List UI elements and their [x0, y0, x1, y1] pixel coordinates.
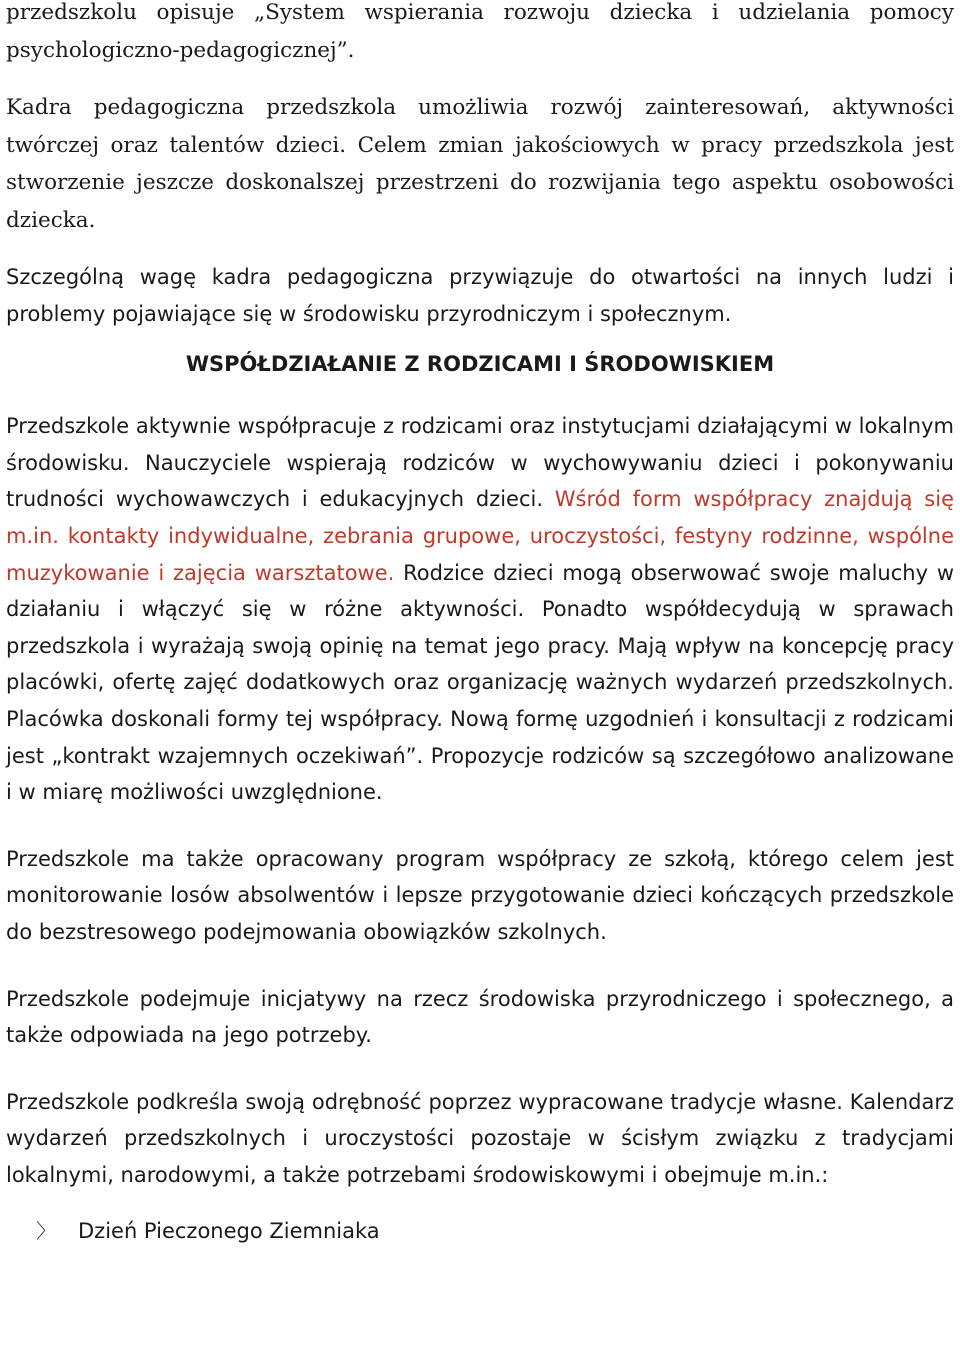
paragraph-teaching-staff: Kadra pedagogiczna przedszkola umożliwia rozwój zainteresowań, aktywności twórczej oraz talentów dzieci. Celem zmian jakościowych w pracy przedszkola jest stworzenie jeszcze doskonalszej przestrzeni do rozwijania tego aspektu osobowości dziecka.: [6, 95, 954, 233]
paragraph-parent-cooperation: [6, 408, 954, 811]
paragraph-school-cooperation: Przedszkole ma także opracowany program współpracy ze szkołą, którego celem jest monitorowanie losów absolwentów i lepsze przygotowanie dzieci kończących przedszkole do bezstresowego podejmowania obowiązków szkolnych.: [6, 846, 954, 944]
chevron-right-icon: 〉: [36, 1219, 56, 1244]
paragraph-openness: Szczególną wagę kadra pedagogiczna przywiązuje do otwartości na innych ludzi i problemy pojawiające się w środowisku przyrodniczym i społecznym.: [6, 265, 954, 326]
cooperation-forms-highlight: Wśród form współpracy znajdują się m.in. kontakty indywidualne, zebrania grupowe, uroczystości, festyny rodzinne, wspólne muzykowanie i zajęcia warsztatowe.: [6, 487, 954, 585]
paragraph-parent-cooperation-part1: Przedszkole aktywnie współpracuje z rodzicami oraz instytucjami działającymi w lokalnym środowisku. Nauczyciele wspierają rodziców w wychowywaniu dzieci i pokonywaniu trudności wychowawczych i edukacyjnych dzieci.: [6, 414, 954, 512]
paragraph-parent-cooperation-part2: Rodzice dzieci mogą obserwować swoje maluchy w działaniu i włączyć się w różne aktywności. Ponadto współdecydują w sprawach przedszkola i wyrażają swoją opinię na temat jego pracy. Mają wpływ na koncepcję pracy placówki, ofertę zajęć dodatkowych oraz organizację ważnych wydarzeń przedszkolnych. Placówka doskonali formy tej współpracy. Nową formę uzgodnień i konsultacji z rodzicami jest „kontrakt wzajemnych oczekiwań”. Propozycje rodziców są szczegółowo analizowane i w miarę możliwości uwzględnione.: [6, 560, 954, 805]
paragraph-traditions: Przedszkole podkreśla swoją odrębność poprzez wypracowane tradycje własne. Kalendarz wydarzeń przedszkolnych i uroczystości pozostaje w ścisłym związku z tradycjami lokalnymi, narodowymi, a także potrzebami środowiskowymi i obejmuje m.in.:: [6, 1089, 954, 1187]
list-item-label: Dzień Pieczonego Ziemniaka: [78, 1219, 380, 1244]
section-heading: WSPÓŁDZIAŁANIE Z RODZICAMI I ŚRODOWISKIEM: [185, 352, 775, 377]
events-list: [6, 1213, 954, 1249]
paragraph-intro: przedszkolu opisuje „System wspierania rozwoju dziecka i udzielania pomocy psychologiczno-pedagogicznej”.: [6, 0, 954, 63]
document-page: [6, 0, 954, 1249]
list-item: [6, 1213, 954, 1249]
paragraph-community-initiatives: Przedszkole podejmuje inicjatywy na rzecz środowiska przyrodniczego i społecznego, a także odpowiada na jego potrzeby.: [6, 986, 954, 1048]
